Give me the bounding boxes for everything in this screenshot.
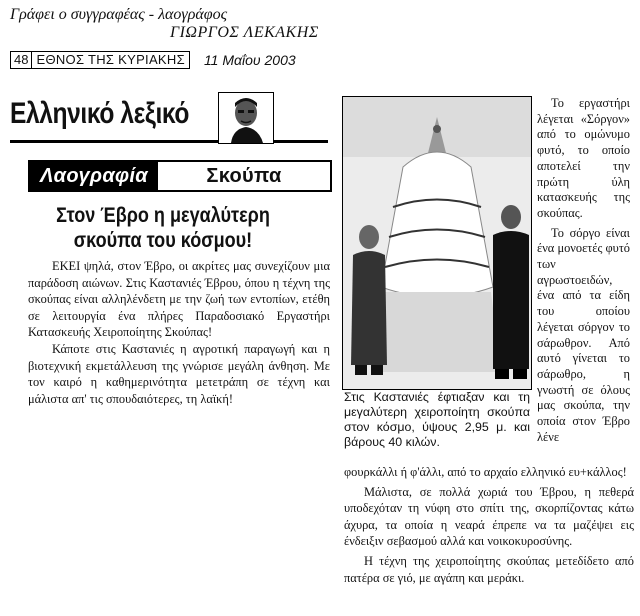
paragraph: Η τέχνη της χειροποίητης σκούπας μετεδίδετο από πατέρα σε γιό, με αγάπη και μεράκι. [344, 553, 634, 585]
section-category: Λαογραφία [30, 162, 158, 190]
author-name: ΓΙΩΡΓΟΣ ΛΕΚΑΚΗΣ [170, 24, 319, 41]
paragraph: Μάλιστα, σε πολλά χωριά του Έβρου, η πεθερά υποδεχόταν τη νύφη στο σπίτι της, σκορπίζοντας κάτω άχυρα, τα οποία η νεαρά έπρεπε να τα μαζέψει εις ένδειξιν σεβασμού αλλά και νοικοκυροσύνης. [344, 484, 634, 549]
article-headline: Στον Έβρο η μεγαλύτερη σκούπα του κόσμου! [56, 204, 270, 252]
paragraph: φουρκάλλι ή φ'άλλι, από το αρχαίο ελληνικό ευ+κάλλος! [344, 465, 627, 479]
photo-caption: Στις Καστανιές έφτιαξαν και τη μεγαλύτερη χειροποίητη σκούπα στον κόσμο, ύψους 2,95 μ. και βάρους 40 κιλών. [344, 390, 530, 449]
column-title: Ελληνικό λεξικό [10, 97, 190, 130]
paragraph: ΕΚΕΙ ψηλά, στον Έβρο, οι ακρίτες μας συνεχίζουν μια παράδοση αιώνων. Στις Καστανιές Έβρου, όπου η τέχνη της σκούπας είναι αλληλένδετη με την ζωή των εντοπίων, ετέθη σε λειτουργία ένα πλήρες Παραδοσιακό Εργαστήρι Κατασκευής Χειροποίητης Σκούπας! [28, 259, 330, 340]
publication-name: ΕΘΝΟΣ ΤΗΣ ΚΥΡΙΑΚΗΣ [32, 51, 189, 69]
paragraph: Κάποτε στις Καστανιές η αγροτική παραγωγή και η βιοτεχνική εκμετάλλευση της γνώρισε μεγάλη άνθηση. Με τον καιρό η καθημερινότητα μετετράπη σε τέχνη και μάλιστα απ' τις σπουδαιότερες, τη λαϊκή! [28, 341, 330, 406]
broom-photo [342, 96, 532, 390]
section-topic: Σκούπα [206, 165, 282, 187]
page-number: 48 [10, 51, 32, 69]
author-portrait [218, 92, 274, 144]
column-banner [10, 95, 328, 143]
paragraph: Το σόργο είναι ένα μονοετές φυτό των αγρωστοειδών, ένα από τα είδη του οποίου λέγεται σόργον το σάρωθρον. Από αυτό γίνεται το σάρωθρο, η γνωστή σε όλους μας σκούπα, την οποία στον Έβρο λένε [537, 225, 630, 444]
publication-row [10, 51, 296, 69]
article-body-left [28, 258, 330, 407]
article-body-bottom [344, 464, 634, 589]
author-line: Γράφει ο συγγραφέας - λαογράφος [10, 6, 228, 23]
article-body-right [537, 96, 630, 449]
publication-date: 11 Μαΐου 2003 [203, 52, 296, 68]
paragraph: Το εργαστήρι λέγεται «Σόργον» από το ομώνυμο φυτό, το οποίο αποτελεί την πρώτη ύλη κατασκευής της σκούπας. [537, 96, 630, 220]
section-row [28, 160, 332, 192]
